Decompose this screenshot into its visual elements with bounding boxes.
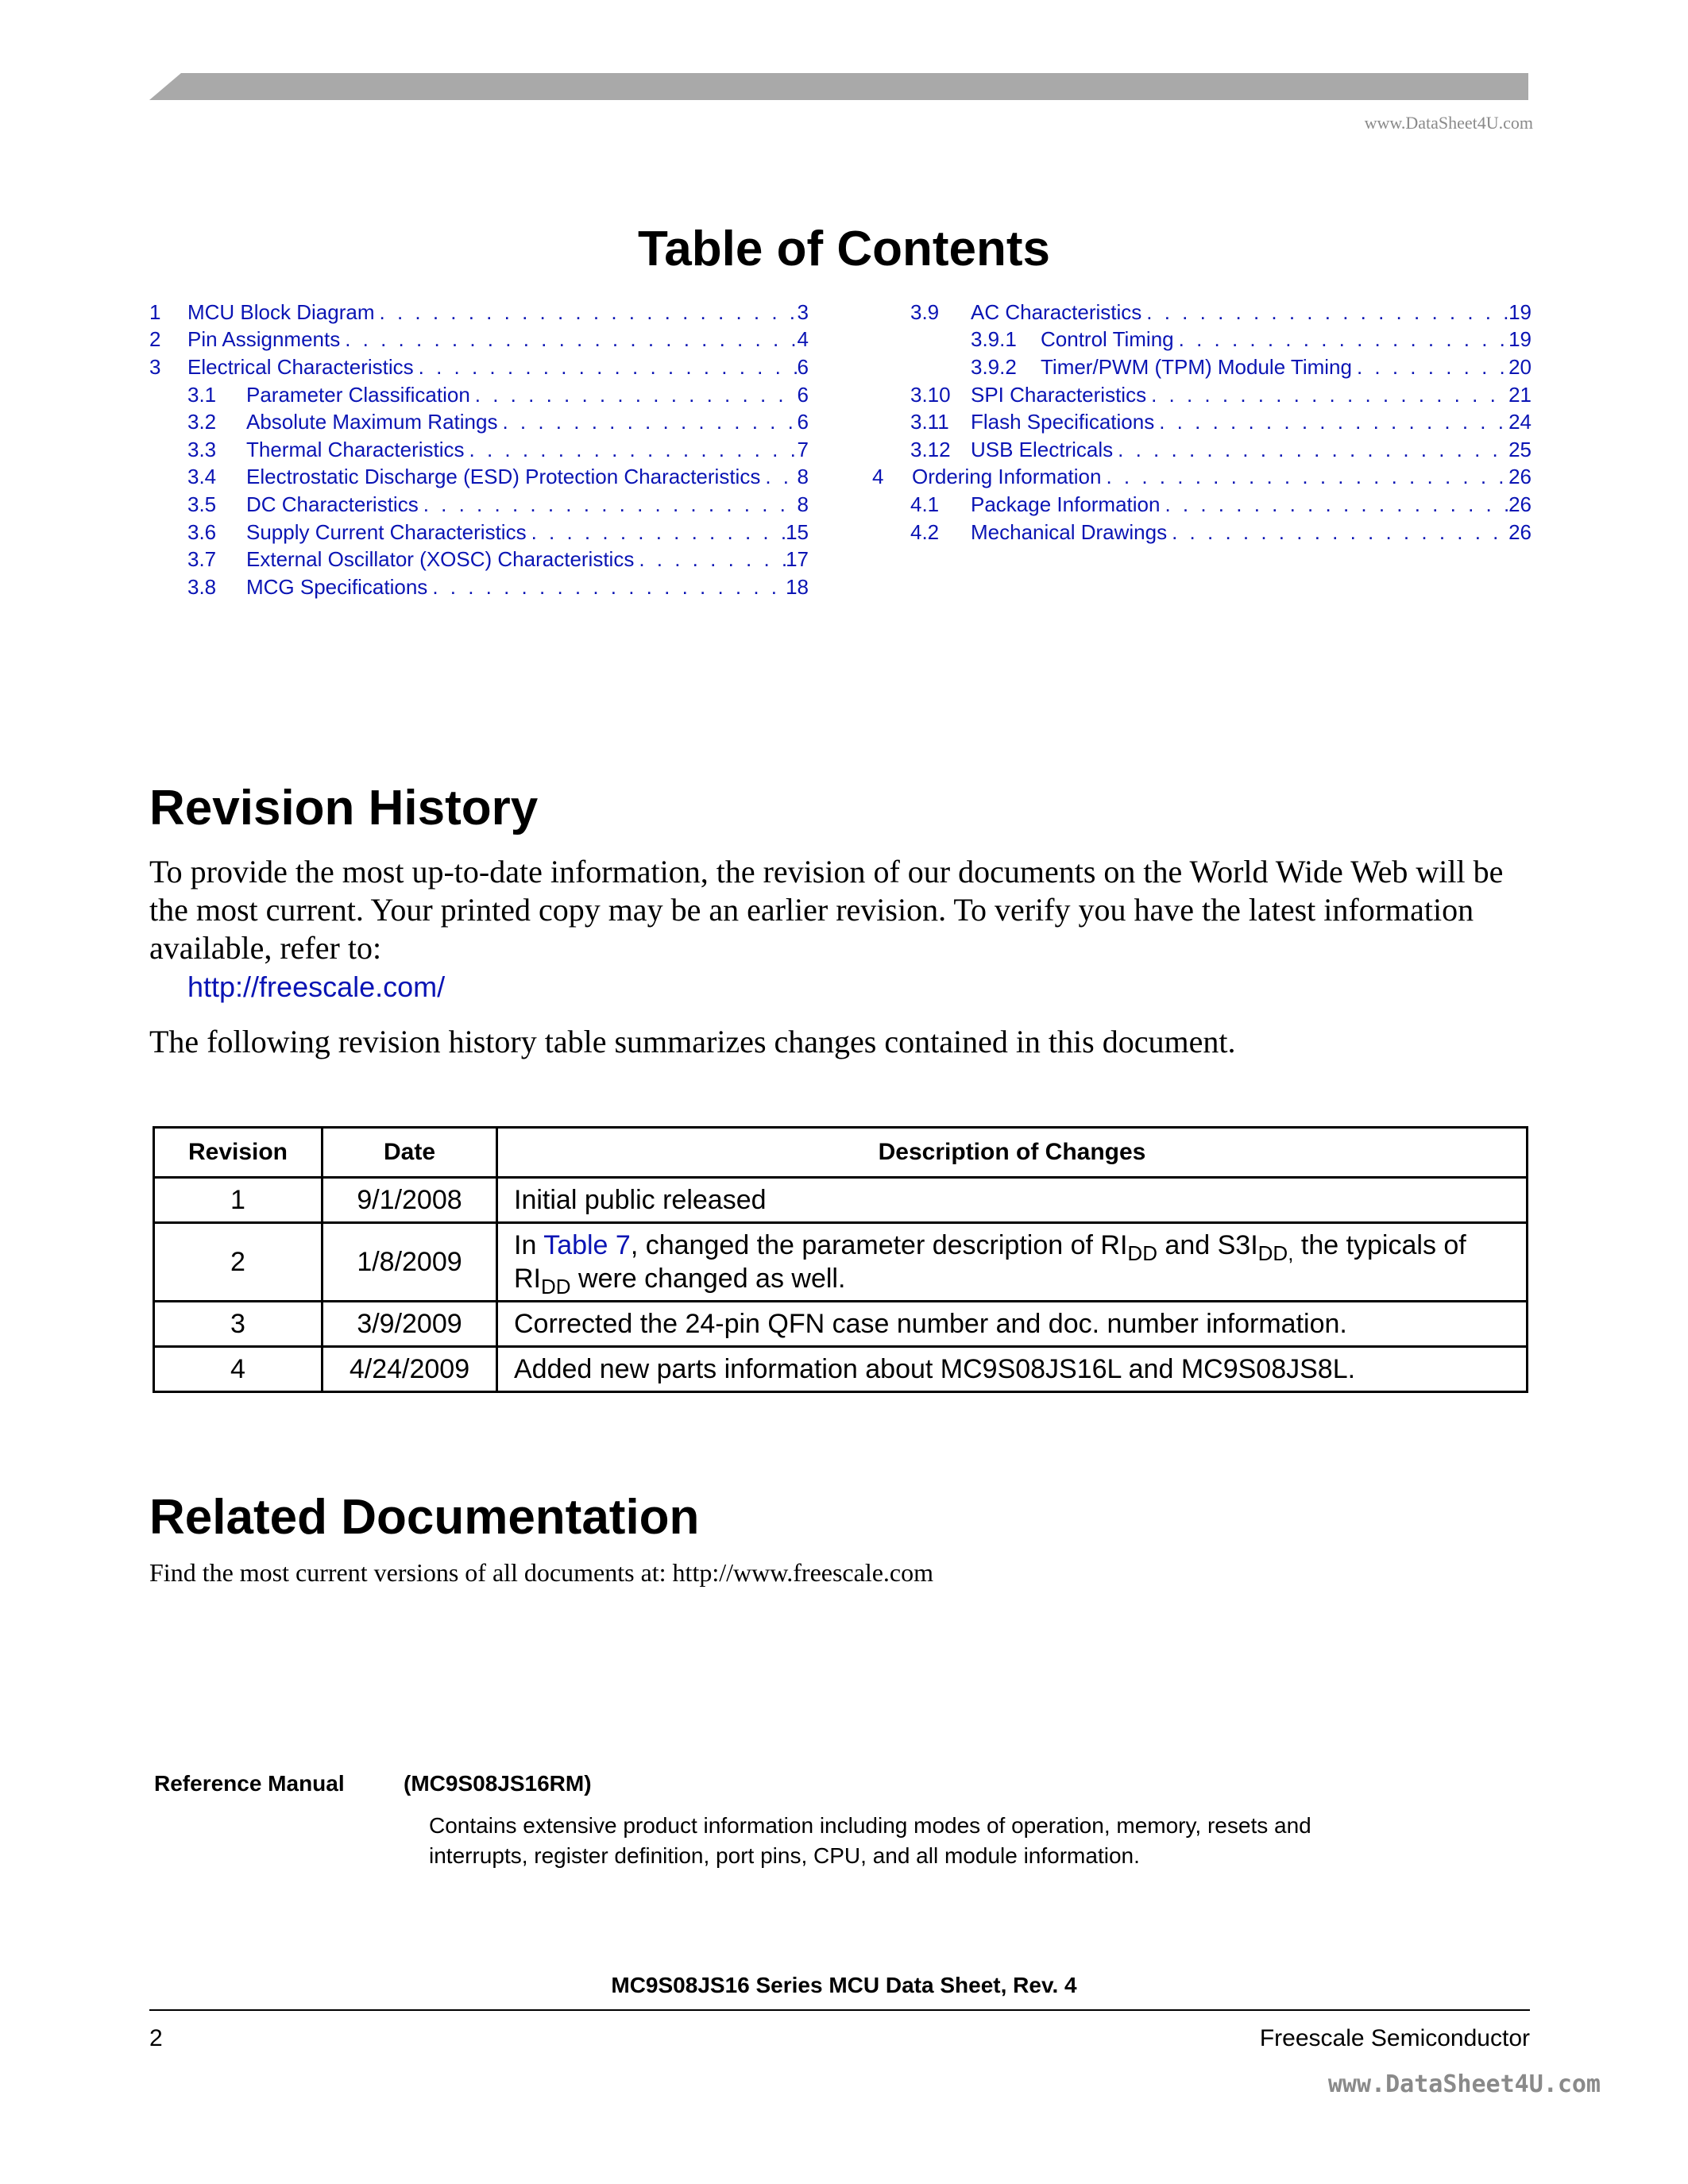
toc-entry[interactable] (149, 546, 809, 573)
toc-entry-page: 8 (797, 492, 809, 516)
toc-leader-dots (1101, 465, 1508, 489)
toc-entry-number: 3.9 (910, 299, 940, 324)
header-revision: Revision (154, 1128, 323, 1178)
cell-date: 1/8/2009 (323, 1223, 497, 1302)
toc-entry-number: 4.1 (910, 492, 940, 516)
toc-entry[interactable] (149, 491, 809, 519)
toc-entry-page: 7 (797, 437, 809, 461)
revision-following-text: The following revision history table summarizes changes contained in this document. (149, 1024, 1236, 1059)
toc-entry[interactable] (872, 464, 1532, 492)
toc-entry[interactable] (149, 326, 809, 354)
cell-date: 3/9/2009 (323, 1302, 497, 1347)
toc-entry-title: MCU Block Diagram (187, 299, 375, 324)
toc-entry-page: 8 (797, 465, 809, 489)
toc-entry-title: Package Information (971, 492, 1161, 516)
toc-entry-number: 3.9.2 (971, 354, 1017, 379)
toc-entry[interactable] (149, 519, 809, 546)
toc-entry[interactable] (872, 353, 1532, 381)
toc-leader-dots (340, 327, 797, 352)
toc-leader-dots (527, 520, 786, 545)
toc-entry-page: 18 (786, 574, 809, 599)
toc-entry-number: 3.3 (187, 437, 217, 461)
footer-divider (149, 2009, 1530, 2011)
desc-subscript: DD (541, 1275, 571, 1298)
toc-leader-dots (1146, 383, 1508, 407)
toc-entry-title: MCG Specifications (246, 574, 428, 599)
desc-text: In (514, 1230, 544, 1260)
table-row (154, 1223, 1528, 1302)
toc-entry-title: Thermal Characteristics (246, 437, 465, 461)
watermark-top[interactable]: www.DataSheet4U.com (1364, 113, 1533, 133)
toc-entry-title: Control Timing (1041, 327, 1174, 352)
cell-revision: 4 (154, 1347, 323, 1392)
cell-description: Initial public released (497, 1178, 1528, 1223)
table-header-row (154, 1128, 1528, 1178)
desc-subscript: DD, (1257, 1241, 1294, 1265)
toc-entry-title: DC Characteristics (246, 492, 419, 516)
toc-entry-number: 1 (149, 299, 161, 324)
toc-entry-page: 26 (1508, 519, 1532, 544)
toc-leader-dots (760, 465, 797, 489)
toc-entry-number: 3.4 (187, 465, 217, 489)
toc-entry-title: External Oscillator (XOSC) Characteristics (246, 547, 635, 572)
toc-entry[interactable] (872, 299, 1532, 326)
related-documentation-title: Related Documentation (149, 1490, 700, 1545)
related-find-text: Find the most current versions of all documents at: http://www.freescale.com (149, 1558, 934, 1587)
toc-entry[interactable] (149, 408, 809, 436)
toc-entry-page: 15 (786, 519, 809, 544)
toc-leader-dots (465, 438, 798, 462)
toc-entry-number: 4.2 (910, 519, 940, 544)
header-description: Description of Changes (497, 1128, 1528, 1178)
toc-entry-number: 3.1 (187, 382, 217, 407)
toc-entry-title: Mechanical Drawings (971, 519, 1168, 544)
freescale-link[interactable]: http://freescale.com/ (187, 970, 446, 1003)
page-number: 2 (149, 2025, 163, 2051)
toc-left-column (149, 299, 809, 601)
header-date: Date (323, 1128, 497, 1178)
toc-entry-page: 4 (797, 327, 809, 352)
desc-text: the typicals of RI (514, 1230, 1466, 1294)
cell-revision: 3 (154, 1302, 323, 1347)
toc-entry[interactable] (149, 381, 809, 409)
toc-entry-page: 6 (797, 410, 809, 434)
toc-leader-dots (427, 575, 786, 600)
toc-entry-title: Electrostatic Discharge (ESD) Protection Characteristics (246, 465, 761, 489)
cell-description: Added new parts information about MC9S08JS16L and MC9S08JS8L. (497, 1347, 1528, 1392)
cell-date: 9/1/2008 (323, 1178, 497, 1223)
toc-right-column (872, 299, 1532, 546)
toc-entry-number: 3.6 (187, 519, 217, 544)
toc-entry[interactable] (872, 519, 1532, 546)
toc-entry-number: 3.10 (910, 382, 951, 407)
cell-revision: 2 (154, 1223, 323, 1302)
toc-entry[interactable] (149, 464, 809, 492)
toc-entry[interactable] (872, 408, 1532, 436)
toc-leader-dots (419, 492, 798, 517)
toc-entry-number: 4 (872, 465, 884, 489)
toc-entry-title: Pin Assignments (187, 327, 341, 352)
toc-entry-title: USB Electricals (971, 437, 1114, 461)
toc-entry-number: 3.9.1 (971, 327, 1017, 352)
toc-entry[interactable] (872, 326, 1532, 354)
toc-entry-page: 26 (1508, 465, 1532, 489)
toc-leader-dots (497, 410, 797, 434)
reference-manual-label: Reference Manual (154, 1771, 345, 1796)
footer-company: Freescale Semiconductor (1259, 2025, 1530, 2051)
toc-entry-number: 3.7 (187, 547, 217, 572)
toc-leader-dots (1113, 438, 1508, 462)
desc-text: and S3I (1157, 1230, 1258, 1260)
watermark-bottom[interactable]: www.DataSheet4U.com (1327, 2070, 1601, 2098)
toc-title: Table of Contents (638, 222, 1050, 276)
toc-entry-page: 24 (1508, 410, 1532, 434)
toc-entry-title: Absolute Maximum Ratings (246, 410, 498, 434)
toc-entry[interactable] (872, 381, 1532, 409)
toc-entry[interactable] (872, 436, 1532, 464)
toc-entry[interactable] (149, 299, 809, 326)
cell-date: 4/24/2009 (323, 1347, 497, 1392)
toc-entry-title: Ordering Information (912, 465, 1102, 489)
table-row (154, 1347, 1528, 1392)
desc-text: , changed the parameter description of RI (630, 1230, 1128, 1260)
desc-text: were changed as well. (570, 1264, 846, 1294)
toc-leader-dots (634, 547, 786, 572)
toc-entry-page: 3 (797, 299, 809, 324)
toc-entry-page: 6 (797, 354, 809, 379)
toc-leader-dots (1160, 492, 1508, 517)
toc-entry-title: Flash Specifications (971, 410, 1155, 434)
toc-entry[interactable] (149, 436, 809, 464)
toc-entry-title: Parameter Classification (246, 382, 470, 407)
toc-entry-page: 19 (1508, 299, 1532, 324)
toc-entry-number: 3.8 (187, 574, 217, 599)
toc-leader-dots (1167, 520, 1508, 545)
toc-entry-page: 19 (1508, 327, 1532, 352)
footer-doc-title: MC9S08JS16 Series MCU Data Sheet, Rev. 4 (611, 1973, 1077, 1997)
toc-leader-dots (1174, 327, 1508, 352)
cell-revision: 1 (154, 1178, 323, 1223)
toc-leader-dots (470, 383, 798, 407)
toc-leader-dots (1154, 410, 1508, 434)
header-bar (149, 73, 1528, 100)
toc-entry-title: AC Characteristics (971, 299, 1142, 324)
cell-description: Corrected the 24-pin QFN case number and doc. number information. (497, 1302, 1528, 1347)
toc-leader-dots (1141, 300, 1508, 325)
toc-leader-dots (1352, 355, 1508, 380)
toc-entry-title: Supply Current Characteristics (246, 519, 527, 544)
revision-history-title: Revision History (149, 781, 539, 835)
toc-entry-page: 25 (1508, 437, 1532, 461)
revision-intro: To provide the most up-to-date information, the revision of our documents on the World Wide Web will be the most current. Your printed copy may be an earlier revision. To verify you have the latest information available, refer to: (149, 854, 1504, 966)
toc-entry-title: Timer/PWM (TPM) Module Timing (1041, 354, 1352, 379)
toc-leader-dots (414, 355, 798, 380)
table-row (154, 1302, 1528, 1347)
toc-entry-title: Electrical Characteristics (187, 354, 414, 379)
toc-entry-page: 17 (786, 547, 809, 572)
reference-manual-code: (MC9S08JS16RM) (404, 1771, 592, 1796)
toc-entry-number: 3.5 (187, 492, 217, 516)
revision-table (153, 1126, 1528, 1393)
toc-entry-page: 26 (1508, 492, 1532, 516)
table-7-link[interactable]: Table 7 (543, 1230, 631, 1260)
toc-entry-page: 6 (797, 382, 809, 407)
table-row (154, 1178, 1528, 1223)
toc-entry-number: 2 (149, 327, 161, 352)
cell-description (497, 1223, 1528, 1302)
toc-entry-number: 3.2 (187, 410, 217, 434)
toc-entry-number: 3 (149, 354, 161, 379)
toc-entry-number: 3.12 (910, 437, 951, 461)
desc-subscript: DD (1127, 1241, 1157, 1265)
toc-entry-title: SPI Characteristics (971, 382, 1147, 407)
toc-entry[interactable] (149, 353, 809, 381)
toc-entry-page: 21 (1508, 382, 1532, 407)
toc-entry-page: 20 (1508, 354, 1532, 379)
toc-entry[interactable] (872, 491, 1532, 519)
toc-leader-dots (375, 300, 798, 325)
reference-manual-description: Contains extensive product information including modes of operation, memory, resets and interrupts, register definition, port pins, CPU, and all module information. (429, 1813, 1311, 1868)
toc-entry[interactable] (149, 573, 809, 601)
toc-entry-number: 3.11 (910, 410, 949, 434)
